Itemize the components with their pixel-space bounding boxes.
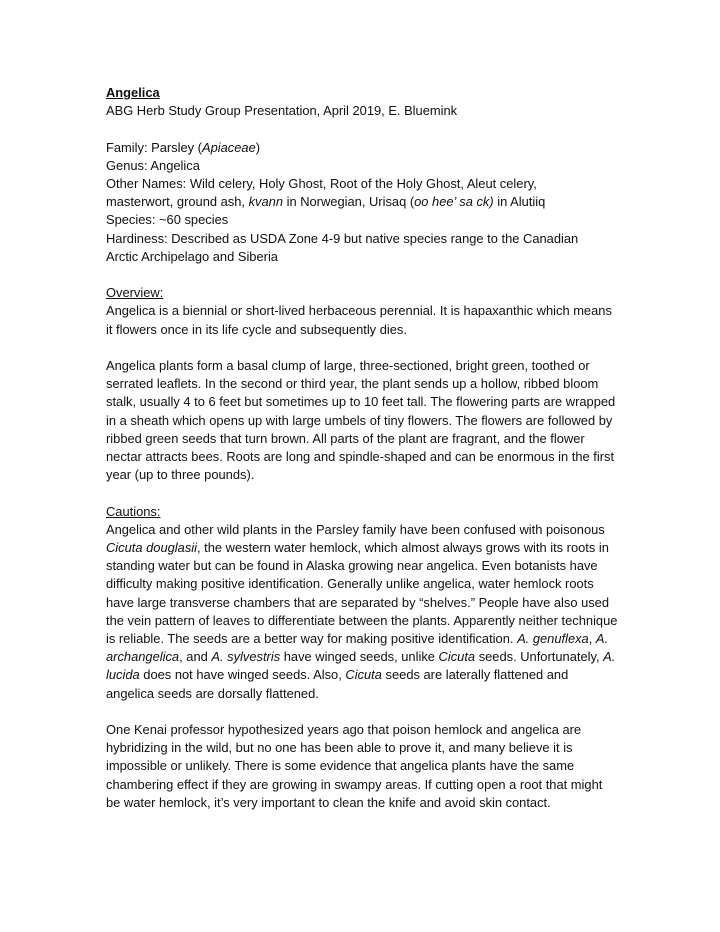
genus-line: Genus: Angelica: [106, 157, 200, 173]
spacer: [106, 484, 618, 502]
family-suffix: ): [255, 139, 261, 155]
species-name: A. genuflexa: [517, 631, 589, 647]
species-line: Species: ~60 species: [106, 212, 229, 228]
other-names-part2: masterwort, ground ash,: [106, 194, 245, 210]
species-name: Cicuta: [345, 667, 382, 683]
spacer: [106, 339, 618, 357]
family-latin: Apiaceae: [201, 139, 256, 155]
cautions-text: seeds. Unfortunately,: [478, 649, 600, 665]
cautions-text: ,: [588, 631, 593, 647]
cautions-text: seeds are laterally flattened and angelica seeds are dorsally flattened.: [106, 667, 569, 701]
cautions-text: Angelica and other wild plants in the Parsley family have been confused with poisonous: [106, 521, 605, 537]
spacer: [106, 703, 618, 721]
cautions-text: does not have winged seeds. Also,: [143, 667, 342, 683]
cautions-heading: Cautions:: [106, 503, 161, 519]
cautions-text: have winged seeds, unlike: [283, 649, 435, 665]
species-name: Cicuta: [438, 649, 476, 665]
overview-heading: Overview:: [106, 285, 164, 301]
species-name: Cicuta douglasii: [106, 540, 198, 556]
document-page: [106, 84, 618, 812]
other-names-kvann: kvann: [248, 194, 283, 210]
other-names-line-1: Other Names: Wild celery, Holy Ghost, Root of the Holy Ghost, Aleut celery,: [106, 176, 537, 191]
family-line: [106, 139, 618, 157]
other-names-part3: in Norwegian, Urisaq (: [286, 194, 415, 210]
spacer: [106, 266, 618, 284]
species-name: A. sylvestris: [211, 649, 281, 665]
document-subtitle: ABG Herb Study Group Presentation, April 2019, E. Bluemink: [106, 103, 458, 119]
other-names-pronunciation: oo hee’ sa ck): [414, 194, 494, 210]
cautions-text: , the western water hemlock, which almost always grows with its roots in standing water but can be found in Alaska growing near angelica. Even botanists have difficulty making positive identification. Generally unlike angelica, water hemlock roots have large transverse chambers that are separated by “shelves.” People have also used the vein pattern of leaves to differentiate between the plants. Apparently neither technique is reliable. The seeds are a better way for making positive identification.: [106, 540, 618, 647]
family-prefix: Family: Parsley (: [106, 139, 202, 155]
cautions-paragraph-1: [106, 521, 618, 703]
species-name: A. lucida: [106, 649, 616, 683]
spacer: [106, 120, 618, 138]
cautions-paragraph-2: One Kenai professor hypothesized years ago that poison hemlock and angelica are hybridizing in the wild, but no one has been able to prove it, and many believe it is impossible or unlikely. There is some evidence that angelica plants have the same chambering effect if they are growing in swampy areas. If cutting open a root that might be water hemlock, it’s very important to clean the knife and avoid skin contact.: [106, 722, 603, 810]
hardiness-line-1: Hardiness: Described as USDA Zone 4-9 but native species range to the Canadian: [106, 230, 579, 246]
hardiness-line-2: Arctic Archipelago and Siberia: [106, 248, 278, 264]
cautions-text: , and: [179, 649, 208, 665]
document-title: Angelica: [106, 85, 160, 100]
overview-paragraph-2: Angelica plants form a basal clump of large, three-sectioned, bright green, toothed or serrated leaflets. In the second or third year, the plant sends up a hollow, ribbed bloom stalk, usually 4 to 6 feet but sometimes up to 10 feet tall. The flowering parts are wrapped in a sheath which opens up with large umbels of tiny flowers. The flowers are followed by ribbed green seeds that turn brown. All parts of the plant are fragrant, and the flower nectar attracts bees. Roots are long and spindle-shaped and can be enormous in the first year (up to three pounds).: [106, 358, 616, 483]
overview-paragraph-1: Angelica is a biennial or short-lived herbaceous perennial. It is hapaxanthic which means it flowers once in its life cycle and subsequently dies.: [106, 303, 612, 337]
other-names-line-2: [106, 193, 618, 211]
species-name: A. archangelica: [106, 631, 609, 665]
other-names-part4: in Alutiiq: [497, 194, 546, 210]
